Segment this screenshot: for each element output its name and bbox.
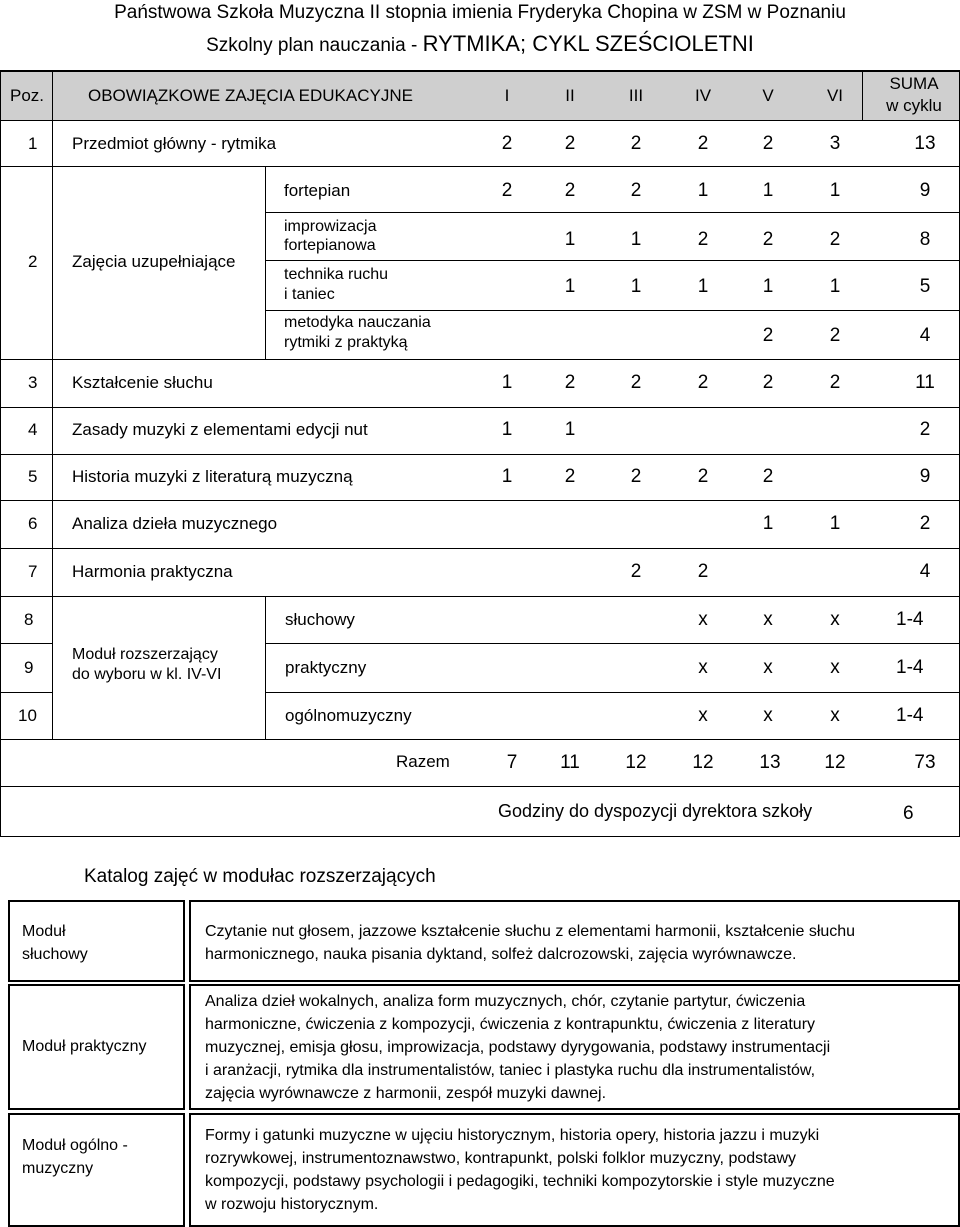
row-value: 2 (630, 561, 642, 582)
row-value: 1 (829, 276, 841, 297)
total-value: 11 (560, 752, 580, 773)
row-name: Przedmiot główny - rytmika (72, 134, 277, 153)
total-value: 13 (759, 752, 781, 773)
director-hours-label: Godziny do dyspozycji dyrektora szkoły (498, 801, 813, 821)
row-name: Zajęcia uzupełniające (72, 252, 236, 271)
row-sum: 8 (919, 229, 931, 250)
header-year: V (762, 86, 774, 105)
row-value: 1 (630, 276, 642, 297)
row-value: 2 (630, 180, 642, 201)
row-name: ogólnomuzyczny (285, 706, 412, 725)
row-pos: 5 (28, 467, 38, 486)
header-pos: Poz. (10, 86, 45, 105)
plan-title (0, 31, 960, 57)
row-sum: 11 (915, 372, 935, 393)
row-value: x (830, 705, 840, 726)
row-sum: 13 (914, 133, 936, 154)
catalog-title: Katalog zajęć w modułac rozszerzających (84, 866, 436, 887)
module-desc-line: i aranżacji, rytmika dla instrumentalistów, taniec i plastyka ruchu dla instrumentalistów, (205, 1062, 816, 1079)
row-value: 2 (564, 180, 576, 201)
module-desc-line: harmonicznego, nauka pisania dyktand, solfeż dalcrozowski, zajęcia wyrównawcze. (205, 946, 797, 963)
row-pos: 2 (28, 252, 38, 271)
row-value: 3 (829, 133, 841, 154)
row-sum: 1-4 (896, 657, 924, 678)
row-value: 2 (697, 466, 709, 487)
sub-name: technika ruchu (284, 266, 389, 283)
sub-name: rytmiki z praktyką (284, 334, 408, 351)
row-sum: 1-4 (896, 609, 924, 630)
row-pos: 4 (28, 420, 38, 439)
module-name: muzyczny (22, 1160, 94, 1177)
row-value: x (698, 609, 708, 630)
sub-name: i taniec (284, 286, 335, 303)
row-value: 1 (697, 180, 709, 201)
plan-title-main: RYTMIKA; CYKL SZEŚCIOLETNI (422, 31, 754, 56)
plan-prefix: Szkolny plan nauczania - (206, 35, 423, 56)
row-sum: 5 (919, 276, 931, 297)
module-name: Moduł ogólno - (22, 1137, 128, 1154)
module-desc-line: w rozwoju historycznym. (205, 1196, 379, 1213)
module-desc-line: muzycznej, emisja głosu, improwizacja, podstawy dyrygowania, podstawy instrumentacji (205, 1039, 831, 1056)
row-value: 1 (564, 229, 576, 250)
row-value: 2 (501, 133, 513, 154)
row-value: 2 (697, 372, 709, 393)
row-value: 2 (564, 372, 576, 393)
row-value: 2 (630, 466, 642, 487)
row-value: 1 (564, 276, 576, 297)
row-value: x (698, 705, 708, 726)
module-desc-line: zajęcia wyrównawcze z harmonii, zespół muzyki dawnej. (205, 1085, 607, 1102)
row-pos: 8 (24, 610, 34, 629)
row-value: 2 (762, 325, 774, 346)
row-sum: 2 (919, 513, 931, 534)
total-value: 12 (824, 752, 846, 773)
row-value: 1 (762, 276, 774, 297)
module-desc-line: harmoniczne, ćwiczenia z kompozycji, ćwiczenia z kontrapunktu, ćwiczenia z literatury (205, 1016, 816, 1033)
row-value: 2 (697, 561, 709, 582)
total-value: 12 (692, 752, 714, 773)
row-value: x (763, 657, 773, 678)
row-value: x (763, 705, 773, 726)
module-desc-line: Formy i gatunki muzyczne w ujęciu historycznym, historia opery, historia jazzu i muzyki (205, 1127, 820, 1144)
row-pos: 1 (28, 134, 38, 153)
row-name: Analiza dzieła muzycznego (72, 514, 278, 533)
total-sum: 73 (914, 752, 936, 773)
sub-name: metodyka nauczania (284, 314, 431, 331)
module-group-label: Moduł rozszerzający (72, 646, 218, 663)
row-name: Harmonia praktyczna (72, 562, 233, 581)
row-sum: 2 (919, 419, 931, 440)
row-value: 1 (697, 276, 709, 297)
row-sum: 4 (919, 325, 931, 346)
row-value: 2 (762, 229, 774, 250)
row-value: 1 (762, 513, 774, 534)
row-sum: 4 (919, 561, 931, 582)
module-name: słuchowy (22, 946, 88, 963)
row-value: x (763, 609, 773, 630)
row-value: 2 (564, 133, 576, 154)
row-sum: 9 (919, 180, 931, 201)
row-sum: 1-4 (896, 705, 924, 726)
row-value: 1 (564, 419, 576, 440)
row-value: 1 (762, 180, 774, 201)
row-sum: 9 (919, 466, 931, 487)
director-hours-value: 6 (903, 803, 914, 824)
row-value: 2 (829, 372, 841, 393)
row-value: 2 (697, 229, 709, 250)
row-value: 2 (630, 372, 642, 393)
row-value: 2 (762, 372, 774, 393)
header-year: II (565, 86, 575, 105)
row-value: 1 (829, 513, 841, 534)
row-pos: 6 (28, 514, 38, 533)
row-value: 2 (762, 133, 774, 154)
header-year: I (504, 86, 510, 105)
module-desc-line: Czytanie nut głosem, jazzowe kształcenie słuchu z elementami harmonii, kształcenie słuchu (205, 923, 856, 940)
row-name: Kształcenie słuchu (72, 373, 213, 392)
row-value: 2 (501, 180, 513, 201)
row-value: 2 (762, 466, 774, 487)
row-pos: 10 (18, 706, 37, 725)
module-group-label: do wyboru w kl. IV-VI (72, 666, 222, 683)
row-value: 2 (564, 466, 576, 487)
sub-name: fortepianowa (284, 237, 376, 254)
header-sum: SUMA (889, 74, 939, 93)
row-value: x (830, 657, 840, 678)
row-value: 2 (829, 325, 841, 346)
total-label: Razem (396, 752, 450, 771)
row-value: 2 (829, 229, 841, 250)
module-name: Moduł praktyczny (22, 1038, 147, 1055)
row-value: x (830, 609, 840, 630)
module-desc-line: kompozycji, podstawy psychologii i pedagogiki, techniki kompozytorskie i style muzyczne (205, 1173, 835, 1190)
row-value: 2 (697, 133, 709, 154)
header-year: III (628, 86, 644, 105)
module-desc-line: rozrywkowej, instrumentoznawstwo, kontrapunkt, polski folklor muzyczny, podstawy (205, 1150, 797, 1167)
row-value: x (698, 657, 708, 678)
row-name: praktyczny (285, 658, 367, 677)
module-desc-line: Analiza dzieł wokalnych, analiza form muzycznych, chór, czytanie partytur, ćwiczenia (205, 993, 806, 1010)
total-value: 12 (625, 752, 647, 773)
header-subject: OBOWIĄZKOWE ZAJĘCIA EDUKACYJNE (88, 86, 413, 105)
total-value: 7 (506, 752, 518, 773)
row-name: Historia muzyki z literaturą muzyczną (72, 467, 353, 486)
row-value: 1 (501, 372, 513, 393)
row-value: 2 (630, 133, 642, 154)
sub-name: fortepian (284, 181, 351, 200)
row-pos: 9 (24, 658, 34, 677)
module-name: Moduł (22, 923, 66, 940)
header-sum-cycle: w cyklu (886, 96, 942, 115)
sub-name: improwizacja (284, 218, 377, 235)
row-value: 1 (630, 229, 642, 250)
row-value: 1 (829, 180, 841, 201)
row-value: 1 (501, 466, 513, 487)
header-year: IV (694, 86, 712, 105)
row-value: 1 (501, 419, 513, 440)
row-name: Zasady muzyki z elementami edycji nut (72, 420, 368, 439)
school-name: Państwowa Szkoła Muzyczna II stopnia imienia Fryderyka Chopina w ZSM w Poznaniu (114, 2, 846, 23)
row-pos: 3 (28, 373, 38, 392)
row-name: słuchowy (285, 610, 355, 629)
row-pos: 7 (28, 562, 38, 581)
header-year: VI (826, 86, 844, 105)
